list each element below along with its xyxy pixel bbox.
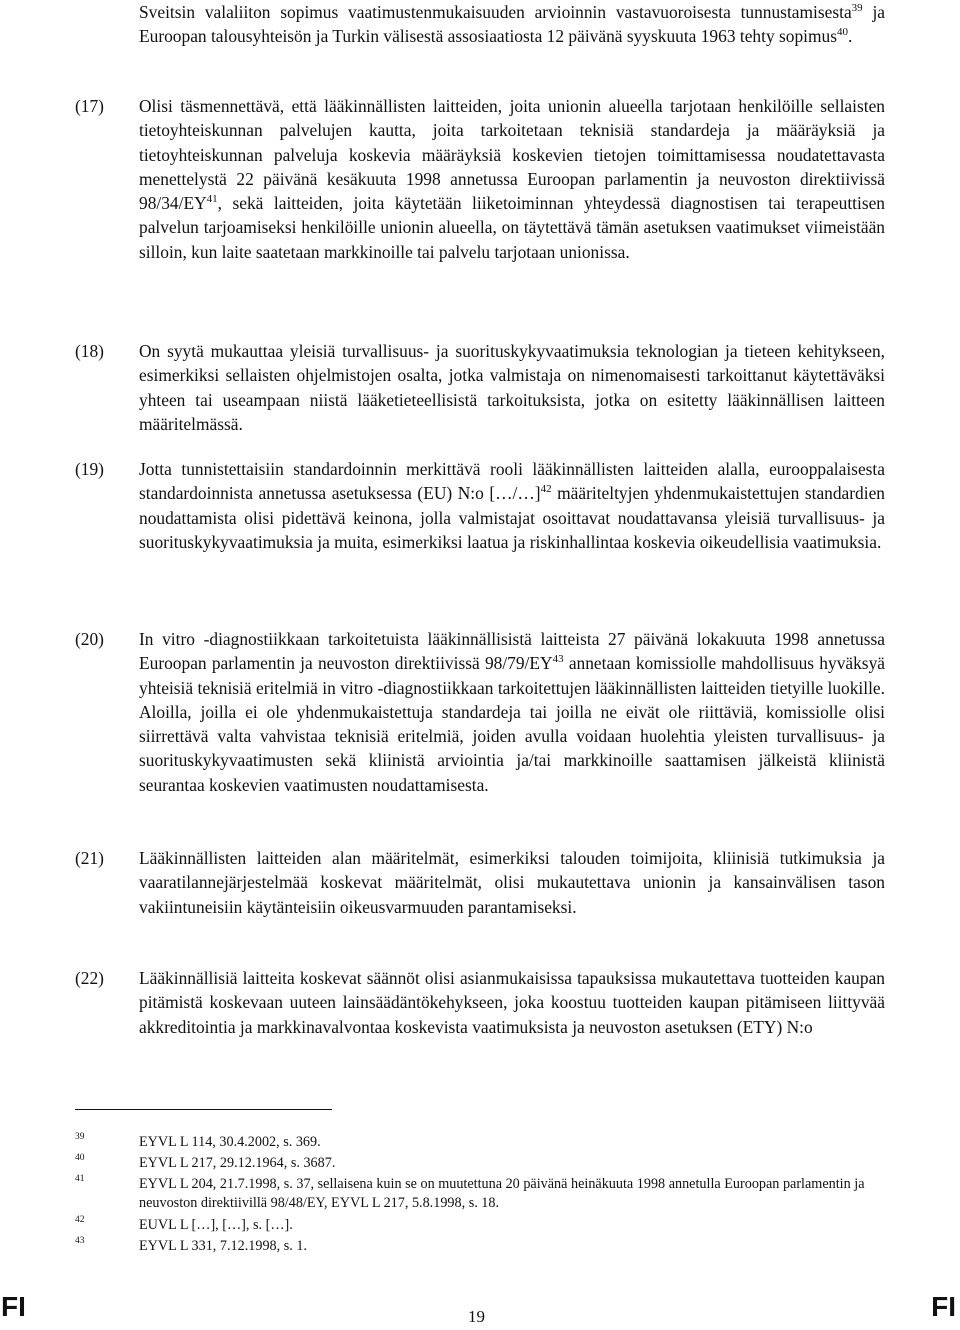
intro-end: .	[847, 26, 853, 47]
recital-text	[139, 94, 885, 264]
recital-number: (20)	[75, 629, 104, 649]
page-number: 19	[468, 1307, 485, 1326]
recital-number: (18)	[75, 341, 104, 361]
intro-text: Sveitsin valaliiton sopimus vaatimustenmukaisuuden arvioinnin vastavuoroisesta tunnustamisesta	[139, 2, 852, 22]
language-code-left: FI	[1, 1291, 26, 1322]
recital-text-part: In vitro -diagnostiikkaan tarkoitetuista lääkinnällisistä laitteista 27 päivänä lokakuuta 1998 annetussa Euroopan parlamentin ja neuvoston direktiivissä 98/79/EY	[139, 629, 885, 674]
footnote-text: EUVL L […], […], s. […].	[139, 1217, 293, 1233]
footnote-text: EYVL L 331, 7.12.1998, s. 1.	[139, 1238, 308, 1254]
recital-number: (17)	[75, 96, 104, 116]
recital-text	[139, 339, 885, 436]
recital-number: (22)	[75, 968, 104, 988]
language-code-right: FI	[931, 1291, 956, 1322]
recital-text-part: Lääkinnällisten laitteiden alan määritelmät, esimerkiksi talouden toimijoita, kliinisiä tutkimuksia ja vaaratilannejärjestelmää koskevat määritelmät, olisi mukautettava unionin ja kansainvälisen tason vakiintuneisiin käytänteisiin oikeusvarmuuden parantamiseksi.	[139, 848, 885, 917]
recital-text-part: annetaan komissiolle mahdollisuus hyväksyä yhteisiä teknisiä eritelmiä in vitro -diagnostiikkaan tarkoitettujen lääkinnällisten laitteiden tietyille luokille. Aloilla, joilla ei ole yhdenmukaistettuja standardeja tai joilla ne eivät ole riittäviä, komissiolle olisi siirrettävä valta vahvistaa teknisiä eritelmiä, joiden avulla voidaan huolehtia yleisten turvallisuus- ja suorituskykyvaatimusten sekä kliinistä arviointia ja/tai markkinoille saattamisen jälkeistä kliinistä seurantaa koskevien vaatimusten noudattamisesta.	[139, 653, 885, 795]
recital-text-part: On syytä mukauttaa yleisiä turvallisuus- ja suorituskykyvaatimuksia teknologian ja tieteen kehitykseen, esimerkiksi sellaisten ohjelmistojen osalta, jotka valmistaja on nimenomaisesti tarkoittanut käytettäväksi yhteen tai useampaan niistä lääketieteellisistä tarkoituksista, jotka on esitetty lääkinnällisen laitteen määritelmässä.	[139, 341, 885, 434]
recital-text	[139, 457, 885, 554]
recital-text-part: määriteltyjen yhdenmukaistettujen standardien noudattamista olisi pidettävä keinona, jolla valmistajat osoittavat noudattavansa yleisiä turvallisuus- ja suorituskykyvaatimuksia ja muita, esimerkiksi laatua ja riskinhallintaa koskevia oikeudellisia vaatimuksia.	[139, 483, 886, 552]
recital-text	[139, 627, 885, 797]
footnote-ref-40[interactable]: 40	[836, 26, 848, 39]
recital-number: (21)	[75, 848, 104, 868]
recital-text	[139, 966, 885, 1039]
footnote-ref-43[interactable]: 43	[552, 653, 564, 666]
recital-text	[139, 846, 885, 919]
footnote-number: 43	[75, 1236, 85, 1246]
footnote-text: EYVL L 204, 21.7.1998, s. 37, sellaisena kuin se on muutettuna 20 päivänä heinäkuuta 1998 annetulla Euroopan parlamentin ja neuvoston direktiivillä 98/48/EY, EYVL L 217, 5.8.1998, s. 18.	[139, 1176, 865, 1211]
recital-text-part: Jotta tunnistettaisiin standardoinnin merkittävä rooli lääkinnällisten laitteiden alalla, eurooppalaisesta standardoinnista annetussa asetuksessa (EU) N:o […/…]	[139, 459, 885, 504]
footnote-number: 39	[75, 1132, 85, 1142]
footnote-separator	[75, 1109, 332, 1110]
intro-paragraph	[139, 0, 885, 49]
recital-text-part: Lääkinnällisiä laitteita koskevat säännöt olisi asianmukaisissa tapauksissa mukautettava tuotteiden kaupan pitämistä koskevaan uuteen lainsäädäntökehykseen, joka koostuu tuotteiden kaupan pitämiseen liittyvää akkreditointia ja markkinavalvontaa koskevista vaatimuksista ja neuvoston asetuksen (ETY) N:o	[139, 968, 885, 1037]
footnote-number: 41	[75, 1174, 85, 1184]
footnote-ref-42[interactable]: 42	[540, 483, 552, 496]
footnote-number: 42	[75, 1215, 85, 1225]
recital-number: (19)	[75, 459, 104, 479]
recital-text-part: , sekä laitteiden, joita käytetään liiketoiminnan yhteydessä diagnostisen tai terapeuttisen palvelun tarjoamiseksi henkilöille unionin alueella, on täytettävä tämän asetuksen vaatimukset viimeistään silloin, kun laite saatetaan markkinoille tai palvelu tarjotaan unionissa.	[139, 193, 885, 262]
intro-text-2: ja Euroopan talousyhteisön ja Turkin välisestä assosiaatiosta 12 päivänä syyskuuta 1963 tehty sopimus	[139, 2, 886, 47]
footnote-ref-41[interactable]: 41	[206, 193, 218, 206]
footnote-number: 40	[75, 1153, 85, 1163]
footnote-ref-39[interactable]: 39	[851, 2, 863, 15]
footnote-text: EYVL L 217, 29.12.1964, s. 3687.	[139, 1155, 336, 1171]
footnote-text: EYVL L 114, 30.4.2002, s. 369.	[139, 1134, 321, 1150]
recital-text-part: Olisi täsmennettävä, että lääkinnällisten laitteiden, joita unionin alueella tarjotaan henkilöille sellaisten tietoyhteiskunnan palvelujen kautta, joita tarkoitetaan teknisiä standardeja ja määräyksiä ja tietoyhteiskunnan palveluja koskevia määräyksiä koskevien tietojen toimittamisessa noudatettavasta menettelystä 22 päivänä kesäkuuta 1998 annetussa Euroopan parlamentin ja neuvoston direktiivissä 98/34/EY	[139, 96, 885, 214]
